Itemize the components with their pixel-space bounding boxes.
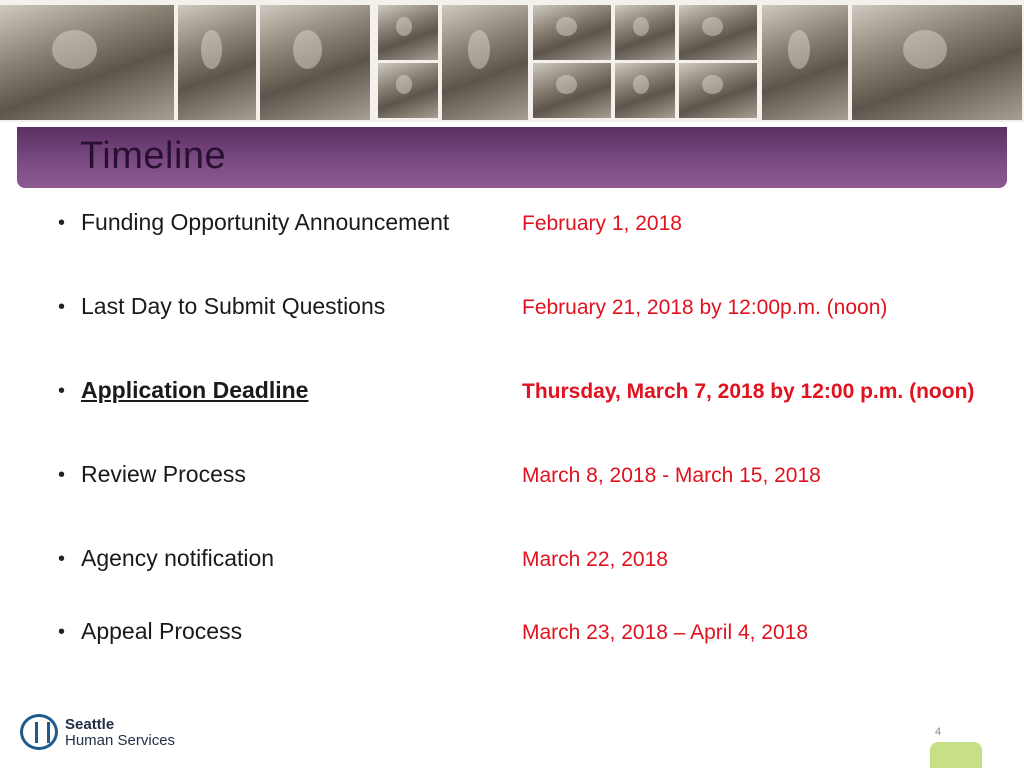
collage-photo: [852, 5, 1024, 120]
collage-photo: [442, 5, 530, 120]
title-bar: [17, 127, 1007, 188]
collage-photo: [533, 63, 613, 118]
collage-photo: [615, 5, 677, 60]
timeline-label: Last Day to Submit Questions: [81, 293, 386, 319]
timeline-row: [58, 545, 1018, 579]
timeline-date: Thursday, March 7, 2018 by 12:00 p.m. (noon): [522, 380, 975, 403]
bullet-icon: •: [58, 548, 66, 570]
collage-photo: [679, 5, 759, 60]
timeline-label: Review Process: [81, 461, 246, 487]
page-number: 4: [935, 726, 942, 738]
slide-title: Timeline: [80, 135, 227, 177]
collage-photo: [378, 5, 440, 60]
collage-photo: [260, 5, 372, 120]
corner-tab: [930, 742, 982, 768]
collage-photo: [615, 63, 677, 118]
timeline-label: Agency notification: [81, 545, 275, 571]
timeline-label: Funding Opportunity Announcement: [81, 209, 450, 235]
timeline-date: February 21, 2018 by 12:00p.m. (noon): [522, 296, 888, 319]
timeline-date: March 8, 2018 - March 15, 2018: [522, 464, 821, 487]
timeline-row: [58, 618, 1018, 652]
collage-photo: [533, 5, 613, 60]
timeline-row: [58, 209, 1018, 243]
timeline-date: March 23, 2018 – April 4, 2018: [522, 621, 809, 644]
bullet-icon: •: [58, 212, 66, 234]
collage-photo: [178, 5, 258, 120]
collage-photo: [762, 5, 850, 120]
logo-text-line2: Human Services: [65, 732, 176, 749]
city-seal-icon: [20, 714, 58, 750]
photo-collage-header: [0, 0, 1024, 122]
bullet-icon: •: [58, 621, 66, 643]
timeline-row: [58, 377, 1018, 411]
logo-text-line1: Seattle: [65, 716, 115, 733]
collage-photo: [679, 63, 759, 118]
bullet-icon: •: [58, 464, 66, 486]
timeline-date: February 1, 2018: [522, 212, 682, 235]
bullet-icon: •: [58, 380, 66, 402]
bullet-icon: •: [58, 296, 66, 318]
timeline-label: Appeal Process: [81, 618, 243, 644]
timeline-date: March 22, 2018: [522, 548, 668, 571]
seattle-human-services-logo: [20, 712, 190, 752]
timeline-label: Application Deadline: [81, 377, 309, 403]
collage-photo: [0, 5, 176, 120]
timeline-row: [58, 461, 1018, 495]
timeline-row: [58, 293, 1018, 327]
collage-photo: [378, 63, 440, 118]
